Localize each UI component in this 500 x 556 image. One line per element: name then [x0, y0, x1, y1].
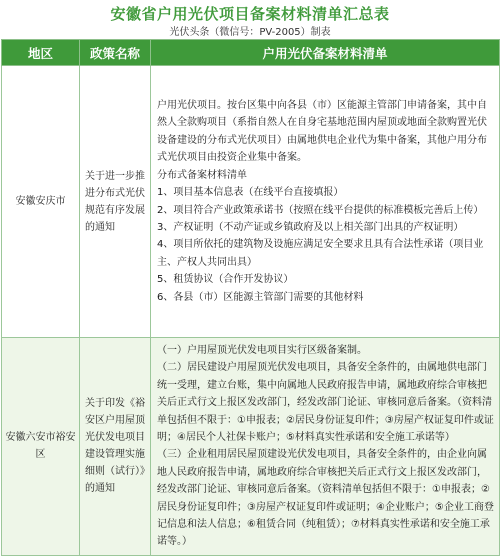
region-cell: 安徽安庆市: [2, 66, 80, 338]
page-subtitle: 光伏头条（微信号：PV-2005）制表: [169, 27, 331, 38]
column-header-policy: 政策名称: [80, 40, 151, 66]
materials-item: 5、租赁协议（合作开发协议）: [157, 274, 294, 286]
materials-item: 1、项目基本信息表（在线平台直接填报）: [157, 187, 344, 199]
materials-item: 4、项目所依托的建筑物及设施应满足安全要求且具有合法性承诺（项目业主、产权人共同出具）: [157, 239, 484, 268]
materials-item: 2、项目符合产业政策承诺书（按照在线平台提供的标准模板完善后上传）: [157, 204, 484, 216]
table-row: [2, 66, 500, 338]
materials-heading: 分布式备案材料清单: [157, 169, 247, 181]
region-cell: 安徽六安市裕安区: [2, 338, 80, 556]
materials-table: [1, 39, 500, 556]
policy-cell: 关于进一步推进分布式光伏规范有序发展的通知: [80, 66, 151, 338]
table-row: [2, 338, 500, 556]
column-header-region: 地区: [2, 40, 80, 66]
materials-paragraph: （二）居民建设户用屋顶光伏发电项目，具备安全条件的，由属地供电部门统一受理，建立台账，集中向属地人民政府报告申请，属地政府综合审核把关后正式行文上报区发改部门，经发改部门论证、审核同意后备案。（资料清单包括但不限于：①申报表；②居民身份证复印件；③房屋产权证复印件或证明；④居民个人社保卡账户；⑤材料真实性承诺和安全施工承诺等）: [157, 362, 494, 444]
page-title: 安徽省户用光伏项目备案材料清单汇总表: [110, 5, 390, 23]
table-header-row: [2, 40, 500, 66]
policy-cell: 关于印发《裕安区户用屋顶光伏发电项目建设管理实施细则（试行）》的通知: [80, 338, 151, 556]
materials-paragraph: （一）户用屋顶光伏发电项目实行区级备案制。: [157, 345, 367, 356]
materials-cell: [151, 338, 500, 556]
materials-paragraph: 户用光伏项目。按台区集中向各县（市）区能源主管部门申请备案，其中自然人全款购项目（系指自然人在自身宅基地范围内屋顶或地面全款购置光伏设备建设的分布式光伏项目）由属地供电企业代为集中备案，其他户用分布式光伏项目由投资企业集中备案。: [157, 100, 487, 164]
materials-item: 6、各县（市）区能源主管部门需要的其他材料: [157, 291, 364, 303]
materials-paragraph: （三）企业租用居民屋顶建设光伏发电项目，具备安全条件的，由企业向属地人民政府报告申请，属地政府综合审核把关后正式行文上报区发改部门，经发改部门论证、审核同意后备案。（资料清单包括但不限于：①申报表；②居民身份证复印件；③房屋产权证复印件或证明；④企业账户；⑤企业工商登记信息和法人信息；⑥租赁合同（纯租赁）；⑦材料真实性承诺和安全施工承诺等。）: [157, 449, 494, 548]
materials-cell: [151, 66, 500, 338]
materials-item: 3、产权证明（不动产证或乡镇政府及以上相关部门出具的产权证明）: [157, 221, 464, 233]
column-header-materials: 户用光伏备案材料清单: [151, 40, 500, 66]
